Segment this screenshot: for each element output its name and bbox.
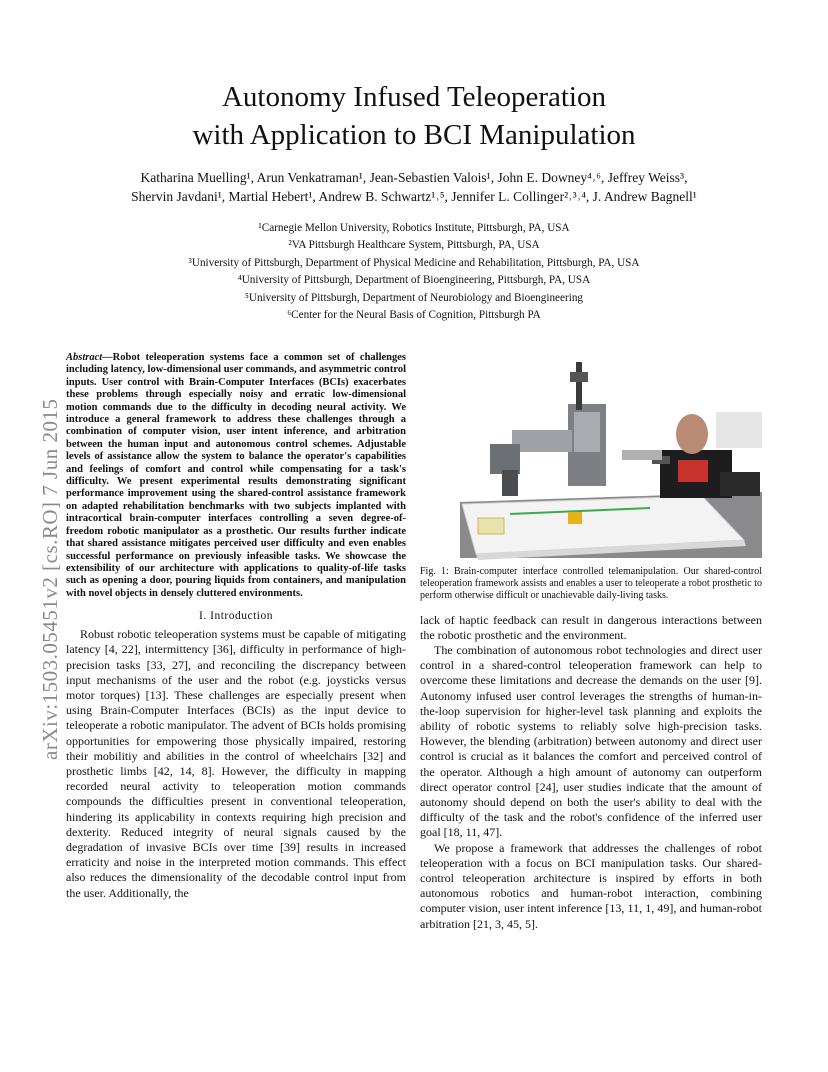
right-paragraph-continued: lack of haptic feedback can result in dangerous interactions between the robotic prosthetic and the environment. [420, 612, 762, 642]
paper-title [0, 78, 828, 154]
title-line-2: with Application to BCI Manipulation [192, 119, 636, 151]
authors-line-1: Katharina Muelling¹, Arun Venkatraman¹, Jean-Sebastien Valois¹, John E. Downey⁴˒⁶, Jeffrey Weiss³, [140, 170, 688, 185]
section-heading: I. Introduction [199, 610, 273, 623]
abstract-label: Abstract [66, 352, 103, 363]
left-column [66, 352, 406, 901]
title-line-1: Autonomy Infused Teleoperation [221, 81, 606, 113]
affiliation-5: ⁵University of Pittsburgh, Department of Neurobiology and Bioengineering [244, 291, 584, 304]
abstract-text: —Robot teleoperation systems face a common set of challenges including latency, low-dimensional user commands, and asymmetric control inputs. User control with Brain-Computer Interfaces (BCIs) exacerbates these problems through especially noisy and erratic low-dimensional motion commands due to the difficulty in decoding neural activity. We introduce a general framework to address these challenges through a combination of computer vision, user intent inference, and arbitration between the human input and autonomous control schemes. Adjustable levels of assistance allow the system to balance the operator's capabilities and feelings of comfort and control while compensating for a task's difficulty. We present experimental results demonstrating significant performance improvement using the shared-control assistance framework on adapted rehabilitation benchmarks with two subjects implanted with intracortical brain-computer interfaces controlling a seven degree-of-freedom robotic manipulator as a prosthetic. Our results further indicate that shared assistance mitigates perceived user difficulty and even enables successful performance on previously infeasible tasks. We showcase the extensibility of our architecture with applications to quality-of-life tasks such as opening a door, pouring liquids from containers, and manipulation with novel objects in densely cluttered environments. [66, 352, 406, 599]
affiliation-2: ²VA Pittsburgh Healthcare System, Pittsburgh, PA, USA [288, 239, 540, 252]
authors-line-2: Shervin Javdani¹, Martial Hebert¹, Andrew B. Schwartz¹˒⁵, Jennifer L. Collinger²˒³˒⁴, J. Andrew Bagnell¹ [131, 189, 697, 204]
affiliation-3: ³University of Pittsburgh, Department of Physical Medicine and Rehabilitation, Pittsburgh, PA, USA [188, 256, 640, 269]
affiliation-6: ⁶Center for the Neural Basis of Cognition, Pittsburgh PA [287, 309, 541, 322]
author-list [60, 168, 768, 206]
affiliations [100, 220, 728, 324]
bci-robot-photo [420, 352, 762, 562]
intro-paragraph-1: Robust robotic teleoperation systems must be capable of mitigating latency [4, 22], intermittency [36], difficulty in performance of high-precision tasks [33, 27], and reconciling the discrepancy between input mechanisms of the user and the robot (e.g. joysticks versus motor torques) [13]. These challenges are especially present when using Brain-Computer Interfaces (BCIs) as the input device to teleoperate a robotic manipulator. The advent of BCIs holds promising opportunities for empowering those physically impaired, restoring their mobilitiy and abilities in the control of wheelchairs [32] and prosthetic limbs [42, 14, 8]. However, the difficulty in mapping recorded neural activity to teleoperation motion commands compounds the difficulties present in conventional teleoperation, hindering its applicability in contexts requiring high precision and dexterity. Reduced integrity of neural signals caused by the degradation of invasive BCIs over time [39] results in increased erraticity and noise in the interpreted motion commands. This effect also reduces the dimensionality of the decodable control input from the user. Additionally, the [66, 627, 406, 900]
arxiv-stamp [16, 300, 60, 760]
arxiv-stamp-text: arXiv:1503.05451v2 [cs.RO] 7 Jun 2015 [38, 398, 62, 760]
right-paragraph-2: We propose a framework that addresses the challenges of robot teleoperation with a focus on BCI manipulation tasks. Our shared-control teleoperation architecture is inspired by efforts in both autonomous robotics and human-robot interaction, combining computer vision, user intent inference [13, 11, 1, 49], and human-robot arbitration [21, 3, 45, 5]. [420, 840, 762, 931]
affiliation-4: ⁴University of Pittsburgh, Department of Bioengineering, Pittsburgh, PA, USA [237, 274, 591, 287]
abstract [66, 352, 406, 600]
figure-photo [420, 352, 762, 562]
figure-caption: Fig. 1: Brain-computer interface controlled telemanipulation. Our shared-control teleoperation framework assists and enables a user to teleoperate a robot prosthetic to perform otherwise difficult or unachievable daily-living tasks. [420, 566, 762, 602]
right-paragraph-1: The combination of autonomous robot technologies and direct user control in a shared-control teleoperation framework can help to overcome these limitations and decrease the demands on the user [9]. Autonomy infused user control leverages the strengths of human-in-the-loop supervision for higher-level task planning and exploits the ability of robotic systems to reliably solve high-precision tasks. However, the blending (arbitration) between autonomy and direct user control is crucial as it balances the comfort and perceived control of the operator. Although a high amount of autonomy can outperform direct operator control [24], user studies indicate that the amount of autonomy should depend on both the user's ability to deal with the difficulty of the task and the robot's confidence of the inferred user goal [18, 11, 47]. [420, 643, 762, 840]
affiliation-1: ¹Carnegie Mellon University, Robotics Institute, Pittsburgh, PA, USA [258, 222, 570, 234]
right-column [420, 352, 762, 932]
